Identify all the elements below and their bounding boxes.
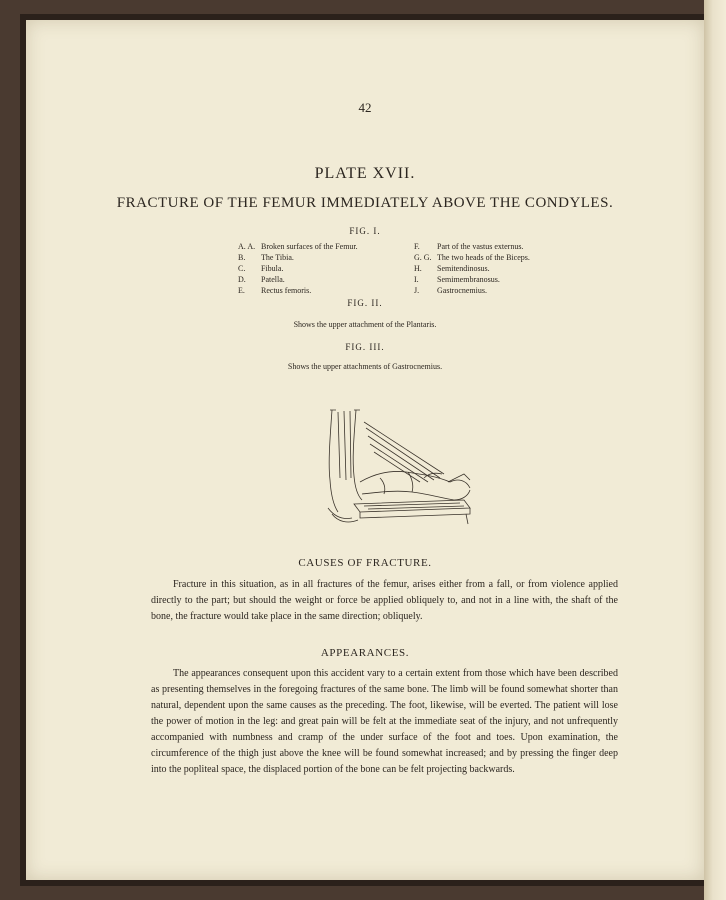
appearances-heading: APPEARANCES.: [320, 647, 410, 659]
legend-item: B. The Tibia.: [238, 253, 294, 262]
causes-heading: CAUSES OF FRACTURE.: [298, 557, 432, 569]
fig2-heading: FIG. II.: [347, 298, 383, 308]
book-page: [26, 20, 704, 880]
legend-item: F. Part of the vastus externus.: [414, 242, 524, 251]
legend-item: I. Semimembranosus.: [414, 275, 500, 284]
appearances-paragraph: The appearances consequent upon this accident vary to a certain extent from those which have been described as presenting themselves in the foregoing fractures of the same bone. The limb will be found somewhat shorter than natural, dependent upon the same causes as the preceding. The foot, likewise, will be everted. The patient will lose the power of motion in the leg: and great pain will be felt at the immediate seat of the injury, and not unfrequently accompanied with numbness and cramp of the under surface of the foot and toes. Upon examination, the circumference of the thigh just above the knee will be found somewhat increased; and by pressing the finger deep into the popliteal space, the displaced portion of the bone can be felt projecting backwards.: [151, 668, 618, 775]
fig3-description: Shows the upper attachments of Gastrocnemius.: [287, 362, 443, 371]
legend-item: C. Fibula.: [238, 264, 284, 273]
legend-item: H. Semitendinosus.: [414, 264, 490, 273]
plate-title: PLATE XVII.: [314, 165, 416, 182]
causes-paragraph: Fracture in this situation, as in all fractures of the femur, arises either from a fall, or from violence applied directly to the part; but should the weight or force be applied obliquely to, and not in a line with, the shaft of the bone, the fracture would take place in the same direction; obliquely.: [151, 579, 618, 622]
fig3-heading: FIG. III.: [345, 342, 385, 352]
legend-item: J. Gastrocnemius.: [414, 286, 487, 295]
legend-item: A. A. Broken surfaces of the Femur.: [238, 242, 358, 251]
fig1-legend-left: [238, 241, 358, 296]
next-page-edge: [704, 0, 726, 900]
fig2-description: Shows the upper attachment of the Plantaris.: [293, 320, 437, 329]
legend-item: D. Patella.: [238, 275, 285, 284]
fig1-legend-right: [414, 241, 530, 296]
legend-item: G. G. The two heads of the Biceps.: [414, 253, 530, 262]
page-number: 42: [358, 100, 372, 115]
fig1-heading: FIG. I.: [349, 226, 381, 236]
legend-item: E. Rectus femoris.: [238, 286, 312, 295]
plate-subtitle: FRACTURE OF THE FEMUR IMMEDIATELY ABOVE THE CONDYLES.: [116, 195, 614, 211]
fracture-illustration: [324, 408, 474, 526]
